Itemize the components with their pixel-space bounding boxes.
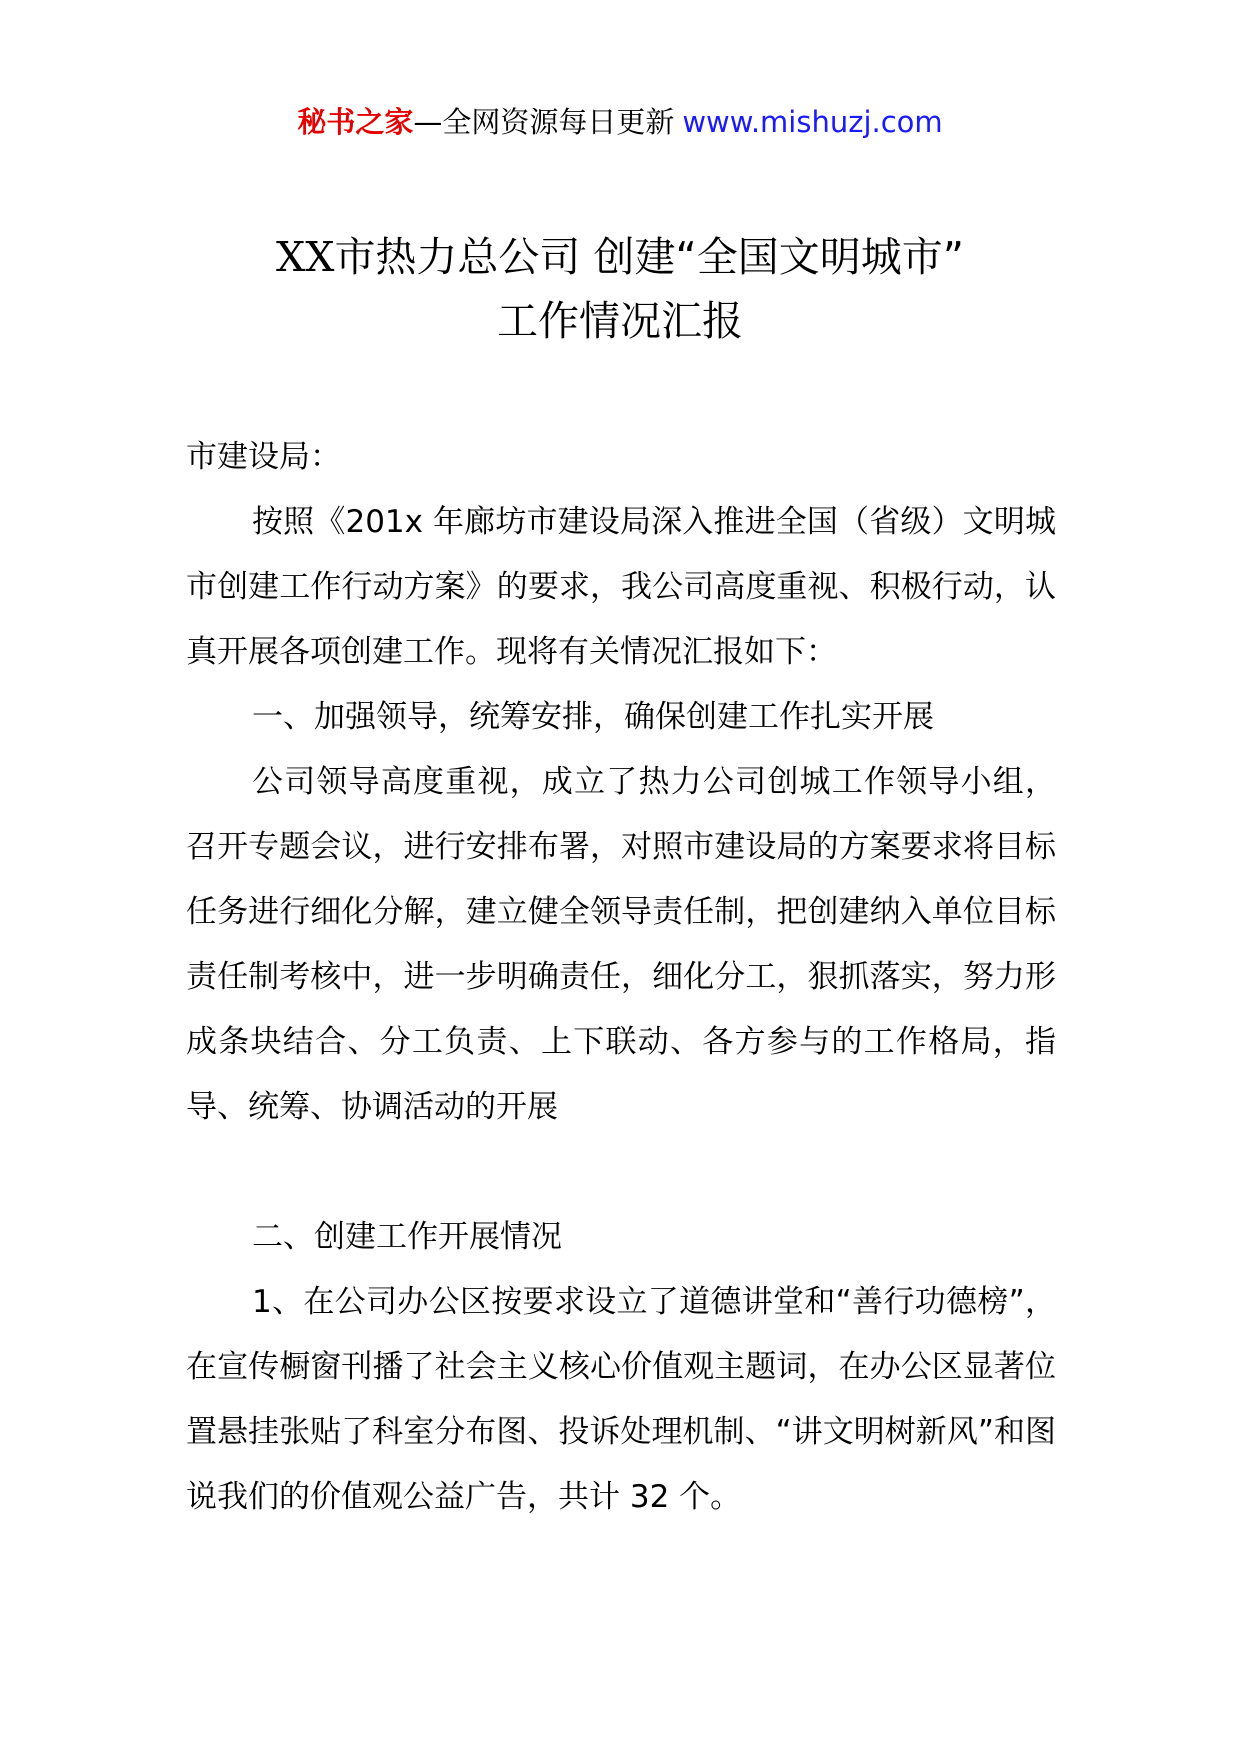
title-line-1 bbox=[0, 225, 1240, 289]
intro-paragraph: 按照《201x 年廊坊市建设局深入推进全国（省级）文明城市创建工作行动方案》的要求，我公司高度重视、积极行动，认真开展各项创建工作。现将有关情况汇报如下： bbox=[186, 504, 1056, 670]
site-url-link[interactable]: www.mishuzj.com bbox=[682, 105, 943, 139]
header-tagline: —全网资源每日更新 bbox=[413, 105, 675, 139]
document-body bbox=[186, 425, 1056, 1530]
brand-name: 秘书之家 bbox=[297, 105, 414, 139]
title-xx: XX bbox=[276, 233, 335, 281]
document-title bbox=[0, 225, 1240, 353]
title-line-2: 工作情况汇报 bbox=[497, 297, 743, 345]
item-1-paragraph: 1、在公司办公区按要求设立了道德讲堂和“善行功德榜”，在宣传橱窗刊播了社会主义核心价值观主题词，在办公区显著位置悬挂张贴了科室分布图、投诉处理机制、“讲文明树新风”和图说我们的价值观公益广告，共计 32 个。 bbox=[186, 1284, 1056, 1515]
site-header bbox=[0, 100, 1240, 144]
salutation: 市建设局： bbox=[186, 439, 341, 475]
title-line-1-text: 市热力总公司 创建“全国文明城市” bbox=[334, 233, 964, 281]
section-1-heading: 一、加强领导，统筹安排，确保创建工作扎实开展 bbox=[252, 699, 934, 735]
section-2-heading: 二、创建工作开展情况 bbox=[252, 1219, 562, 1255]
section-1-paragraph: 公司领导高度重视，成立了热力公司创城工作领导小组，召开专题会议，进行安排布署，对照市建设局的方案要求将目标任务进行细化分解，建立健全领导责任制，把创建纳入单位目标责任制考核中，进一步明确责任，细化分工，狠抓落实，努力形成条块结合、分工负责、上下联动、各方参与的工作格局，指导、统筹、协调活动的开展 bbox=[186, 764, 1056, 1125]
